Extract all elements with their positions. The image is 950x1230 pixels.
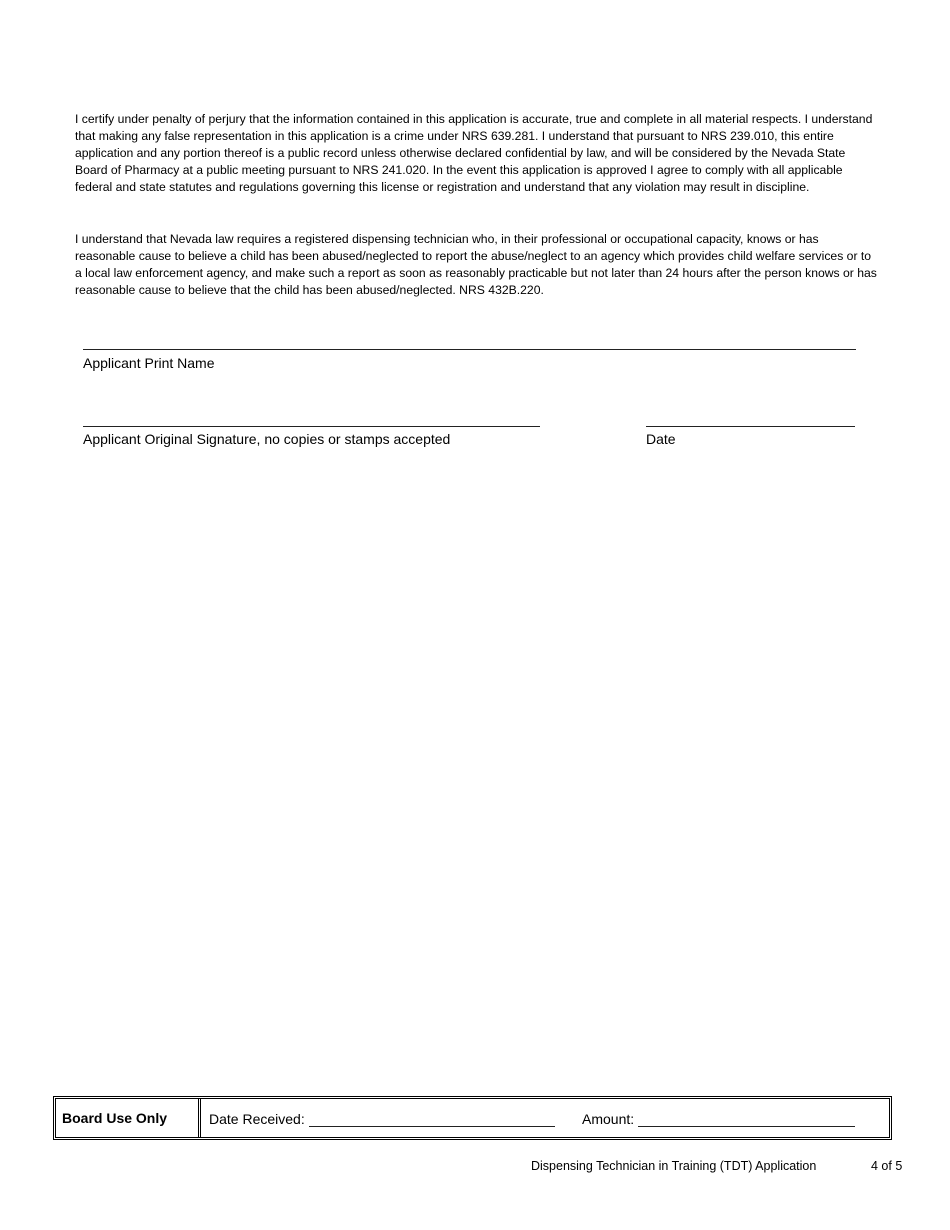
signature-line[interactable] [83,426,540,427]
certification-paragraph: I certify under penalty of perjury that the information contained in this application is accurate, true and complete in all material respects. I understand that making any false representation in this application is a crime under NRS 639.281. I understand that pursuant to NRS 239.010, this entire application and any portion thereof is a public record unless otherwise declared confidential by law, and will be considered by the Nevada State Board of Pharmacy at a public meeting pursuant to NRS 241.020. In the event this application is approved I agree to comply with all applicable federal and state statutes and regulations governing this license or registration and understand that any violation may result in discipline. [75,112,873,194]
board-use-title: Board Use Only [56,1099,201,1137]
amount-line[interactable] [638,1112,855,1127]
amount-label: Amount: [582,1111,635,1127]
date-received-field[interactable] [209,1111,555,1127]
print-name-label: Applicant Print Name [83,355,215,371]
date-label: Date [646,431,676,447]
child-abuse-reporting-paragraph: I understand that Nevada law requires a registered dispensing technician who, in their professional or occupational capacity, knows or has reasonable cause to believe a child has been abused/neglected to report the abuse/neglect to an agency which provides child welfare services or to a local law enforcement agency, and make such a report as soon as reasonably practicable but not later than 24 hours after the person knows or has reasonable cause to believe that the child has been abused/neglected. NRS 432B.220. [75,232,877,297]
date-received-line[interactable] [309,1112,555,1127]
print-name-line[interactable] [83,349,856,350]
board-use-box [53,1096,892,1140]
date-received-label: Date Received: [209,1111,305,1127]
amount-field[interactable] [582,1111,855,1127]
footer-document-title: Dispensing Technician in Training (TDT) Application [531,1159,817,1173]
footer-page-number: 4 of 5 [871,1159,903,1173]
signature-label: Applicant Original Signature, no copies or stamps accepted [83,431,451,447]
date-line[interactable] [646,426,855,427]
